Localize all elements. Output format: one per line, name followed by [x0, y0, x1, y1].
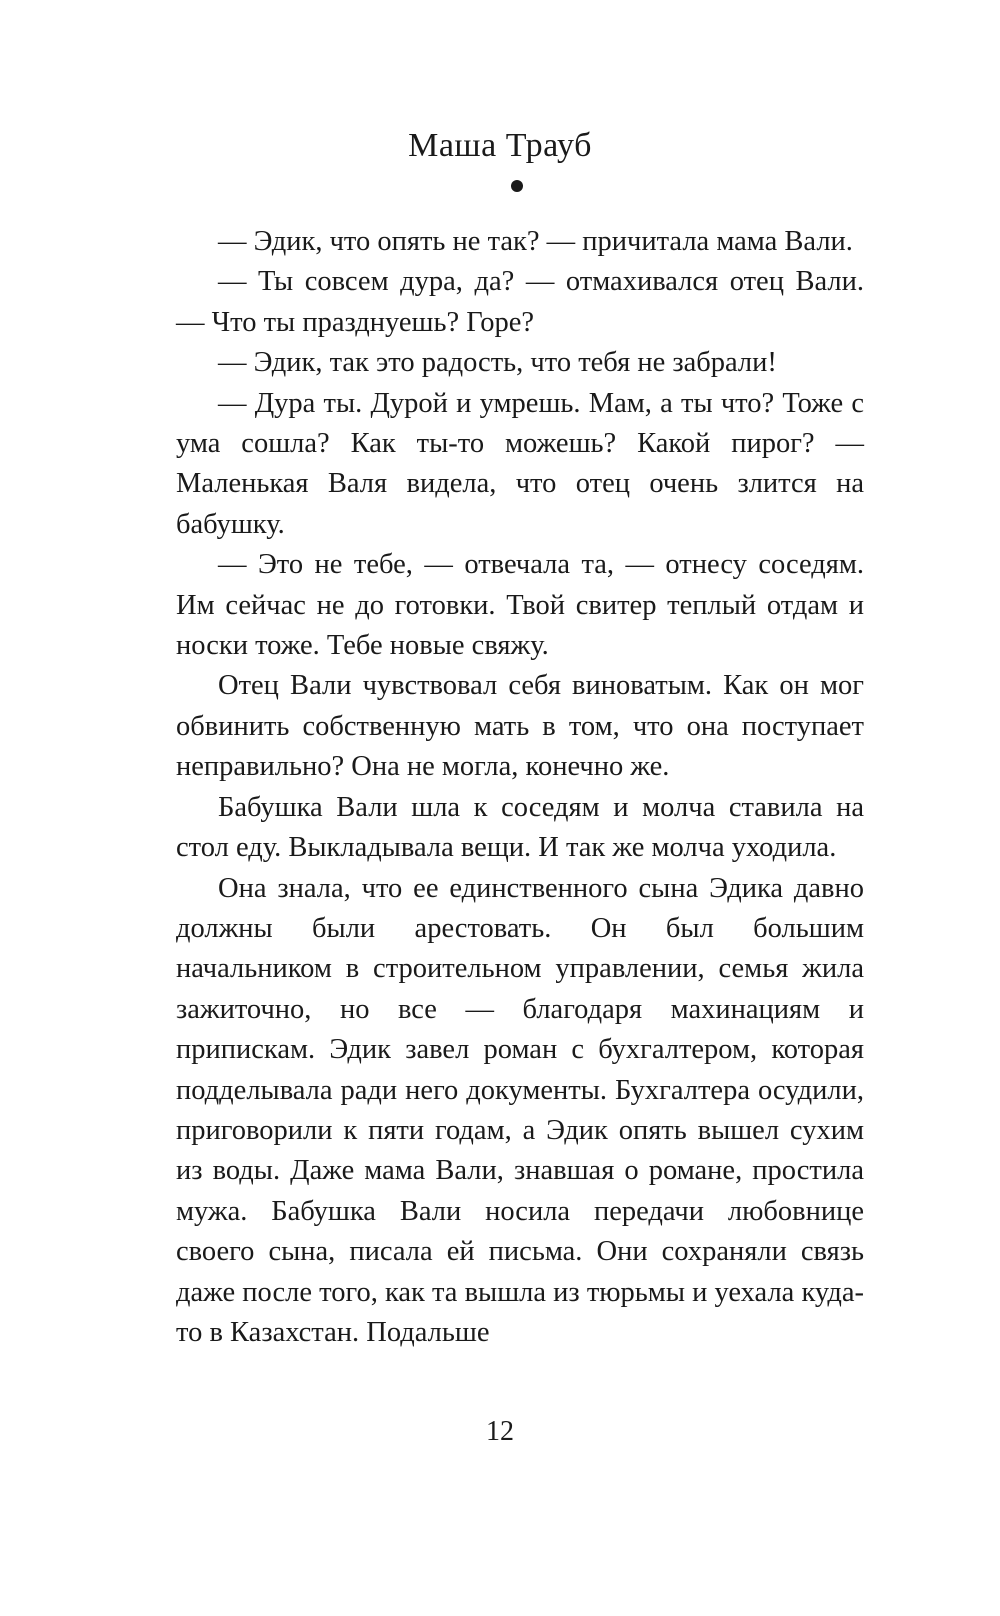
paragraph: Отец Вали чувствовал себя виноватым. Как он мог обвинить собственную мать в том, что она поступает неправильно? Она не могла, конечно же. [176, 670, 864, 783]
ornament-bullet [511, 180, 523, 192]
page-body [176, 222, 864, 1353]
paragraph: — Это не тебе, — отвечала та, — отнесу соседям. Им сейчас не до готовки. Твой свитер теплый отдам и носки тоже. Тебе новые свяжу. [176, 549, 864, 662]
paragraph: — Ты совсем дура, да? — отмахивался отец Вали. — Что ты празднуешь? Горе? [176, 266, 864, 338]
page-number: 12 [486, 1416, 514, 1447]
paragraph: — Эдик, так это радость, что тебя не забрали! [218, 347, 777, 379]
paragraph: — Эдик, что опять не так? — причитала мама Вали. [218, 226, 853, 257]
paragraph: Бабушка Вали шла к соседям и молча ставила на стол еду. Выкладывала вещи. И так же молча уходила. [176, 791, 864, 864]
running-head-author: Маша Трауб [408, 127, 592, 164]
paragraph: — Дура ты. Дурой и умрешь. Мам, а ты что? Тоже с ума сошла? Как ты-то можешь? Какой пирог? — Маленькая Валя видела, что отец очень злится на бабушку. [176, 387, 864, 540]
paragraph: Она знала, что ее единственного сына Эдика давно должны были арестовать. Он был большим начальником в строительном управлении, семья жила зажиточно, но все — благодаря махинациям и припискам. Эдик завел роман с бухгалтером, которая подделывала ради него документы. Бухгалтера осудили, приговорили к пяти годам, а Эдик опять вышел сухим из воды. Даже мама Вали, знавшая о романе, простила мужа. Бабушка Вали носила передачи любовнице своего сына, писала ей письма. Они сохраняли связь даже после того, как та вышла из тюрьмы и уехала куда-то в Казахстан. Подальше [176, 872, 864, 1348]
